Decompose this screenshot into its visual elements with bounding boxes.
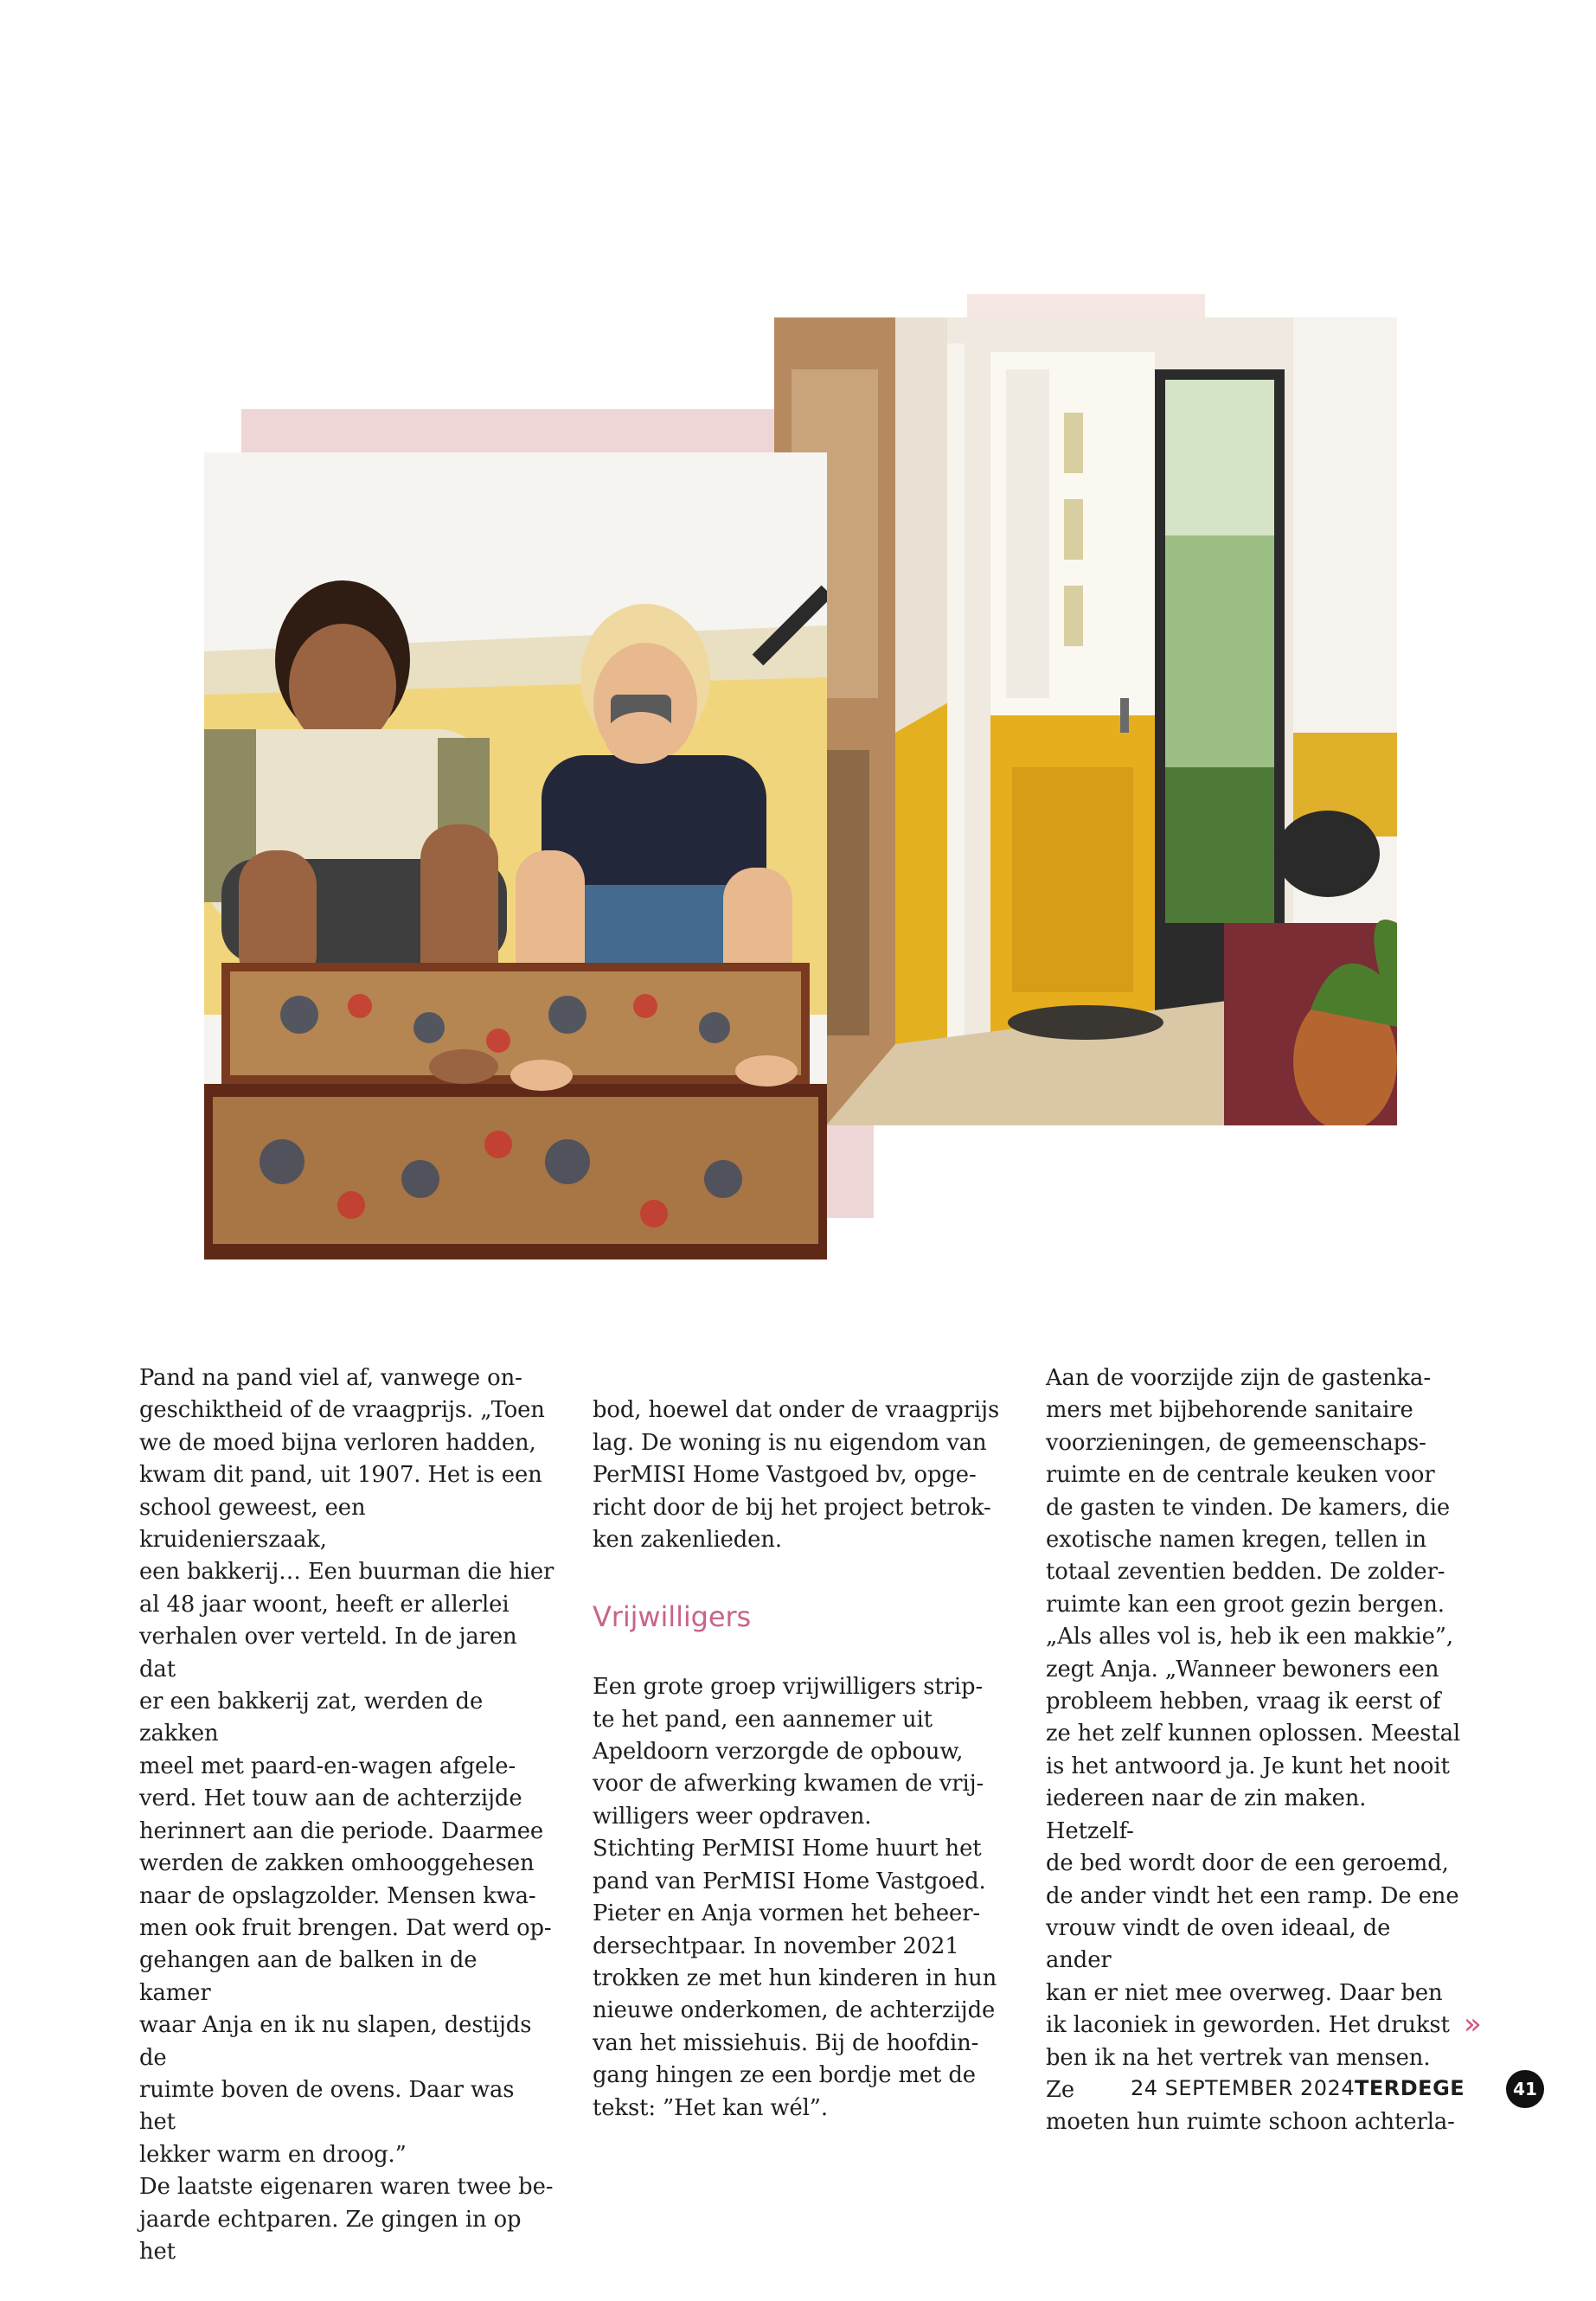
footer-date: 24 SEPTEMBER 2024 (1131, 2076, 1356, 2100)
page-number-badge: 41 (1506, 2070, 1544, 2108)
article-column-2-top: bod, hoewel dat onder de vraagprijs lag. De woning is nu eigendom van PerMISI Home Vastgoed bv, opge- richt door de bij het project betrok- ken zakenlieden. (593, 1397, 1000, 1554)
article-column-2 (593, 1362, 1008, 2157)
article-column-1: Pand na pand viel af, vanwege on- geschiktheid of de vraagprijs. „Toen we de moed bijna verloren hadden, kwam dit pand, uit 1907. Het is een school geweest, een kruidenierszaak, een bakkerij… Een buurman die hier al 48 jaar woont, heeft er allerlei verhalen over verteld. In de jaren dat er een bakkerij zat, werden de zakken meel met paard-en-wagen afgele- verd. Het touw aan de achterzijde herinnert aan die periode. Daarmee werden de zakken omhooggehesen naar de opslagzolder. Mensen kwa- men ook fruit brengen. Dat werd op- gehangen aan de balken in de kamer waar Anja en ik nu slapen, destijds de ruimte boven de ovens. Daar was het lekker warm en droog.” De laatste eigenaren waren twee be- jaarde echtparen. Ze gingen in op het (139, 1365, 554, 2265)
double-chevron-right-icon: » (1464, 2007, 1482, 2041)
children-illustration (204, 452, 827, 1259)
article-column-2-bottom: Een grote groep vrijwilligers strip- te het pand, een aannemer uit Apeldoorn verzorgde de opbouw, voor de afwerking kwamen de vrij- willigers weer opdraven. Stichting PerMISI Home huurt het pand van PerMISI Home Vastgoed. Pieter en Anja vormen het beheer- dersechtpaar. In november 2021 trokken ze met hun kinderen in hun nieuwe onderkomen, de achterzijde van het missiehuis. Bij de hoofdin- gang hingen ze een bordje met de tekst: ”Het kan wél”. (593, 1674, 997, 2121)
decorative-tape-left (241, 409, 812, 452)
children-on-stairs-photo (204, 452, 827, 1259)
hallway-illustration (774, 317, 1397, 1125)
hallway-door-photo (774, 317, 1397, 1125)
footer-magazine-name: TERDEGE (1355, 2076, 1465, 2100)
subheading-vrijwilligers: Vrijwilligers (593, 1599, 752, 1633)
article-column-3: Aan de voorzijde zijn de gastenka- mers met bijbehorende sanitaire voorzieningen, de gemeenschaps- ruimte en de centrale keuken voor de gasten te vinden. De kamers, die exotische namen kregen, tellen in totaal zeventien bedden. De zolder- ruimte kan een groot gezin bergen. „Als alles vol is, heb ik een makkie”, zegt Anja. „Wanneer bewoners een probleem hebben, vraag ik eerst of ze het zelf kunnen oplossen. Meestal is het antwoord ja. Je kunt het nooit iedereen naar de zin maken. Hetzelf- de bed wordt door de een geroemd, de ander vindt het een ramp. De ene vrouw vindt de oven ideaal, de ander kan er niet mee overweg. Daar ben ik laconiek in geworden. Het drukst ben ik na het vertrek van mensen. Ze moeten hun ruimte schoon achterla- (1046, 1365, 1461, 2136)
